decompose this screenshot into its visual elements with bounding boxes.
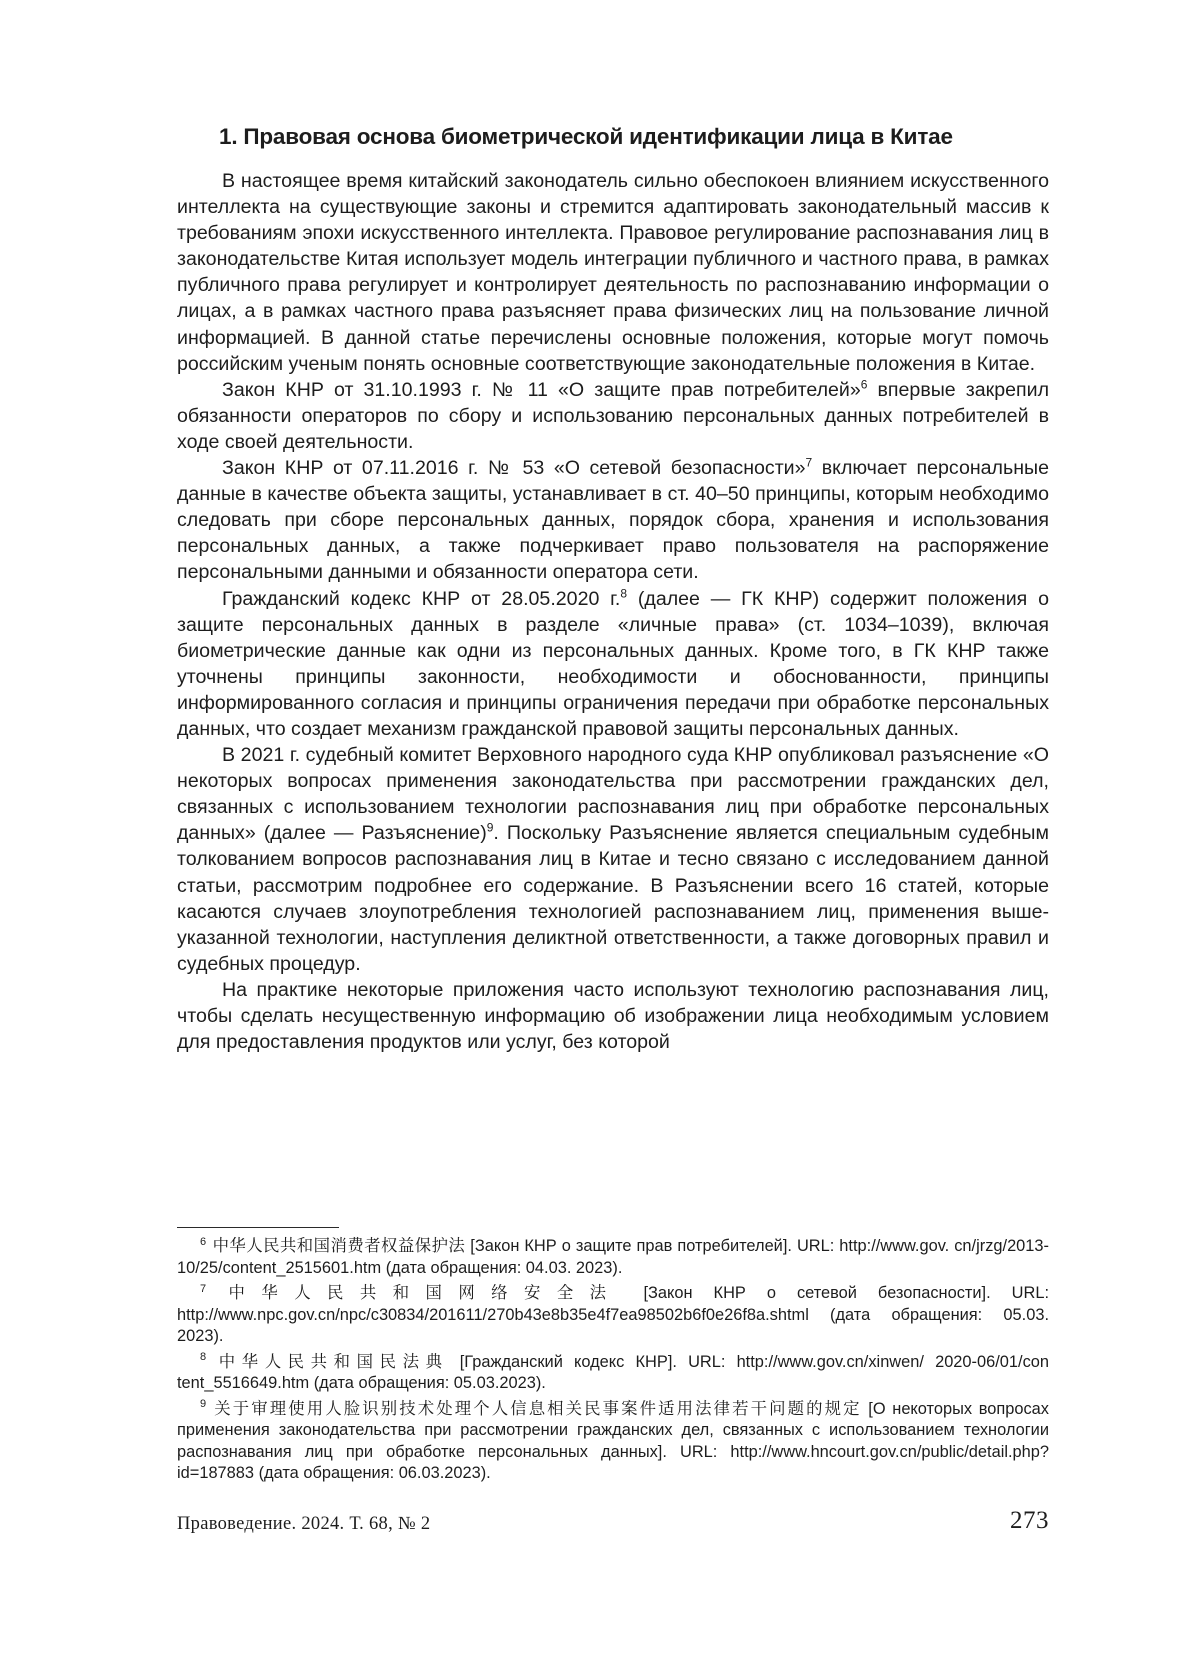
footnote-separator xyxy=(177,1227,339,1228)
paragraph-text: На практике некоторые приложения часто используют технологию распознавания лиц, чтобы сделать несущественную информацию об изображении лица необходимым условием для предоставления продуктов или услуг, без которой xyxy=(177,978,1049,1054)
article-body xyxy=(177,122,1049,1055)
footnote-text: 中华人民共和国网络安全法 [Закон КНР о сетевой безопасности]. URL: http://www.npc.gov.cn/npc/c30834/201611/270b43e8b35e4f7ea98502b6f0e26f8a.shtml (дата обращения: 05.03. 2023). xyxy=(177,1284,1049,1345)
paragraph xyxy=(177,455,1049,585)
paragraph-text: включает персональные данные в качестве объекта защиты, устанавливает в ст. 40–50 принципы, которым необходимо следовать при сборе персональных данных, порядок сбора, хранения и использования персональных данных, а также подчеркивает право пользователя на распоряжение персональными данными и обязанности оператора сети. xyxy=(177,457,1050,584)
footnote-text: 关于审理使用人脸识别技术处理个人信息相关民事案件适用法律若干问题的规定 [О некоторых вопросах применения законодательства при рассмотрении гражданских дел, связанных с использованием технологии распознавания лиц при обработке персональных данных]. URL: http://www.hncourt.gov.cn/public/detail.php?id=187883 (дата обращения: 06.03.2023). xyxy=(177,1399,1049,1482)
body-text xyxy=(177,168,1049,1055)
paragraph-text: Гражданский кодекс КНР от 28.05.2020 г. xyxy=(222,587,621,610)
paragraph-text: В настоящее время китайский законодатель сильно обеспокоен влиянием искусственного интеллекта на существующие законы и стремится адаптировать законодательный массив к требованиям эпохи искусственного интеллекта. Правовое регулирование распознавания лиц в законодательстве Китая использует модель интеграции публичного и частного права, в рамках публичного права регулирует и контролирует деятельность по распознаванию информации о лицах, а в рамках частного права разъясняет права физических лиц на пользование личной информацией. В данной статье перечислены основные положения, которые могут помочь российским ученым понять основные соответствующие законодательные положения в Китае. xyxy=(177,170,1049,375)
footnote-reference[interactable]: 8 xyxy=(620,585,628,600)
footnote-text: 中华人民共和国消费者权益保护法 [Закон КНР о защите прав потребителей]. URL: http://www.gov. cn/jrzg/2013-10/25/content_2515601.htm (дата обращения: 04.03. 2023). xyxy=(177,1237,1049,1277)
page-number: 273 xyxy=(1010,1507,1049,1534)
footnote-reference[interactable]: 6 xyxy=(860,377,868,392)
paragraph xyxy=(177,742,1049,977)
footnote xyxy=(177,1399,1049,1485)
footnote-reference[interactable]: 9 xyxy=(486,820,494,835)
paragraph-text: Закон КНР от 07.11.2016 г. № 53 «О сетевой безопасности» xyxy=(222,457,806,480)
footnote-number: 8 xyxy=(200,1351,207,1364)
footnote xyxy=(177,1236,1049,1279)
paragraph-text: В 2021 г. судебный комитет Верховного народного суда КНР опубликовал разъяснение «О некоторых вопросах применения законодательства при рассмотрении гражданских дел, связанных с использованием технологии распознавания лиц при обработке персональных данных» (далее — Разъяснение) xyxy=(177,744,1049,845)
paragraph xyxy=(177,168,1049,377)
footnote-number: 7 xyxy=(200,1282,207,1295)
footnote xyxy=(177,1352,1049,1395)
paragraph-text: (далее — ГК КНР) содержит положения о защите персональных данных в разделе «личные права» (ст. 1034–1039), включая биометрические данные как одни из персональных данных. Кроме того, в ГК КНР также уточнены принципы законности, необходимости и обоснованности, принципы информированного согласия и принципы ограничения передачи при обработке персональных данных, что создает механизм гражданской правовой защиты персональных данных. xyxy=(177,587,1049,740)
footnote-number: 9 xyxy=(200,1398,207,1411)
section-heading: 1. Правовая основа биометрической идентификации лица в Китае xyxy=(219,124,953,149)
footnote-text: 中华人民共和国民法典 [Гражданский кодекс КНР]. URL: http://www.gov.cn/xinwen/ 2020-06/01/con tent_5516649.htm (дата обращения: 05.03.2023). xyxy=(177,1352,1049,1392)
journal-citation: Правоведение. 2024. Т. 68, № 2 xyxy=(177,1514,431,1534)
footnote-number: 6 xyxy=(200,1235,207,1248)
footnotes xyxy=(177,1236,1049,1489)
paragraph-text: впервые закрепил обязанности операторов по сбору и использованию персональных данных потребителей в ходе своей деятельности. xyxy=(177,378,1050,453)
paragraph xyxy=(177,586,1049,743)
footnote-reference[interactable]: 7 xyxy=(805,455,813,470)
paragraph-text: . Поскольку Разъяснение является специальным судебным толкованием вопросов распознавания лиц в Китае и тесно связано с исследованием данной статьи, рассмотрим подробнее его содержание. В Разъяснении всего 16 статей, которые касаются случаев злоупотребления технологией распознаванием лиц, применения вышеуказанной технологии, наступления деликтной ответственности, а также договорных правил и судебных процедур. xyxy=(177,822,1049,975)
paragraph-text: Закон КНР от 31.10.1993 г. № 11 «О защите прав потребителей» xyxy=(222,378,861,401)
paragraph xyxy=(177,977,1049,1055)
paragraph xyxy=(177,377,1049,455)
running-footer xyxy=(177,1507,1049,1537)
footnote xyxy=(177,1283,1049,1348)
